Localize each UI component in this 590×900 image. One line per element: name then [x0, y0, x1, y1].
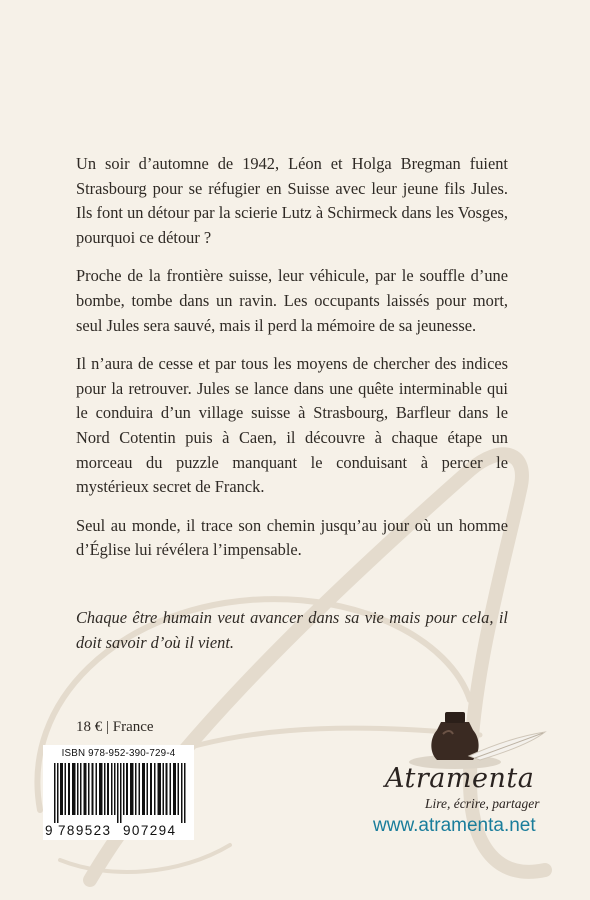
inkwell-quill-icon: [385, 700, 555, 772]
publisher-name: Atramenta: [385, 763, 535, 794]
barcode: [54, 763, 186, 823]
barcode-digits-right: 907294: [123, 823, 177, 838]
blurb-paragraph: Seul au monde, il trace son chemin jusqu’au jour où un homme d’Église lui révélera l’impensable.: [76, 515, 508, 560]
blurb-paragraph: Un soir d’automne de 1942, Léon et Holga Bregman fuient Strasbourg pour se réfugier en Suisse avec leur jeune fils Jules. Ils font un détour par la scierie Lutz à Schirmeck dans les Vosges, pourquoi ce détour ?: [76, 154, 508, 247]
publisher-website[interactable]: www.atramenta.net: [373, 815, 536, 836]
blurb-paragraph: Proche de la frontière suisse, leur véhicule, par le souffle d’une bombe, tombe dans un ravin. Les occupants laissés pour mort, seul Jules sera sauvé, mais il perd la mémoire de sa jeunesse.: [76, 266, 508, 335]
closing-quote: Chaque être humain veut avancer dans sa vie mais pour cela, il doit savoir d’où il vient.: [76, 608, 508, 652]
back-cover-blurb: [76, 152, 508, 577]
isbn-barcode-block: [43, 745, 194, 840]
barcode-digits-left: 789523: [58, 823, 112, 838]
publisher-tagline: Lire, écrire, partager: [425, 796, 540, 811]
isbn-number: ISBN 978-952-390-729-4: [61, 748, 176, 759]
barcode-digit-first: 9: [45, 823, 54, 838]
blurb-paragraph: Il n’aura de cesse et par tous les moyens de chercher des indices pour la retrouver. Jules se lance dans une quête interminable qui le conduira d’un village suisse à Strasbourg, Barfleur dans le Nord Cotentin puis à Caen, il découvre à chaque étape un morceau du puzzle manquant le conduisant à percer le mystérieux secret de Franck.: [76, 354, 508, 497]
price-label: 18 € | France: [76, 719, 154, 735]
